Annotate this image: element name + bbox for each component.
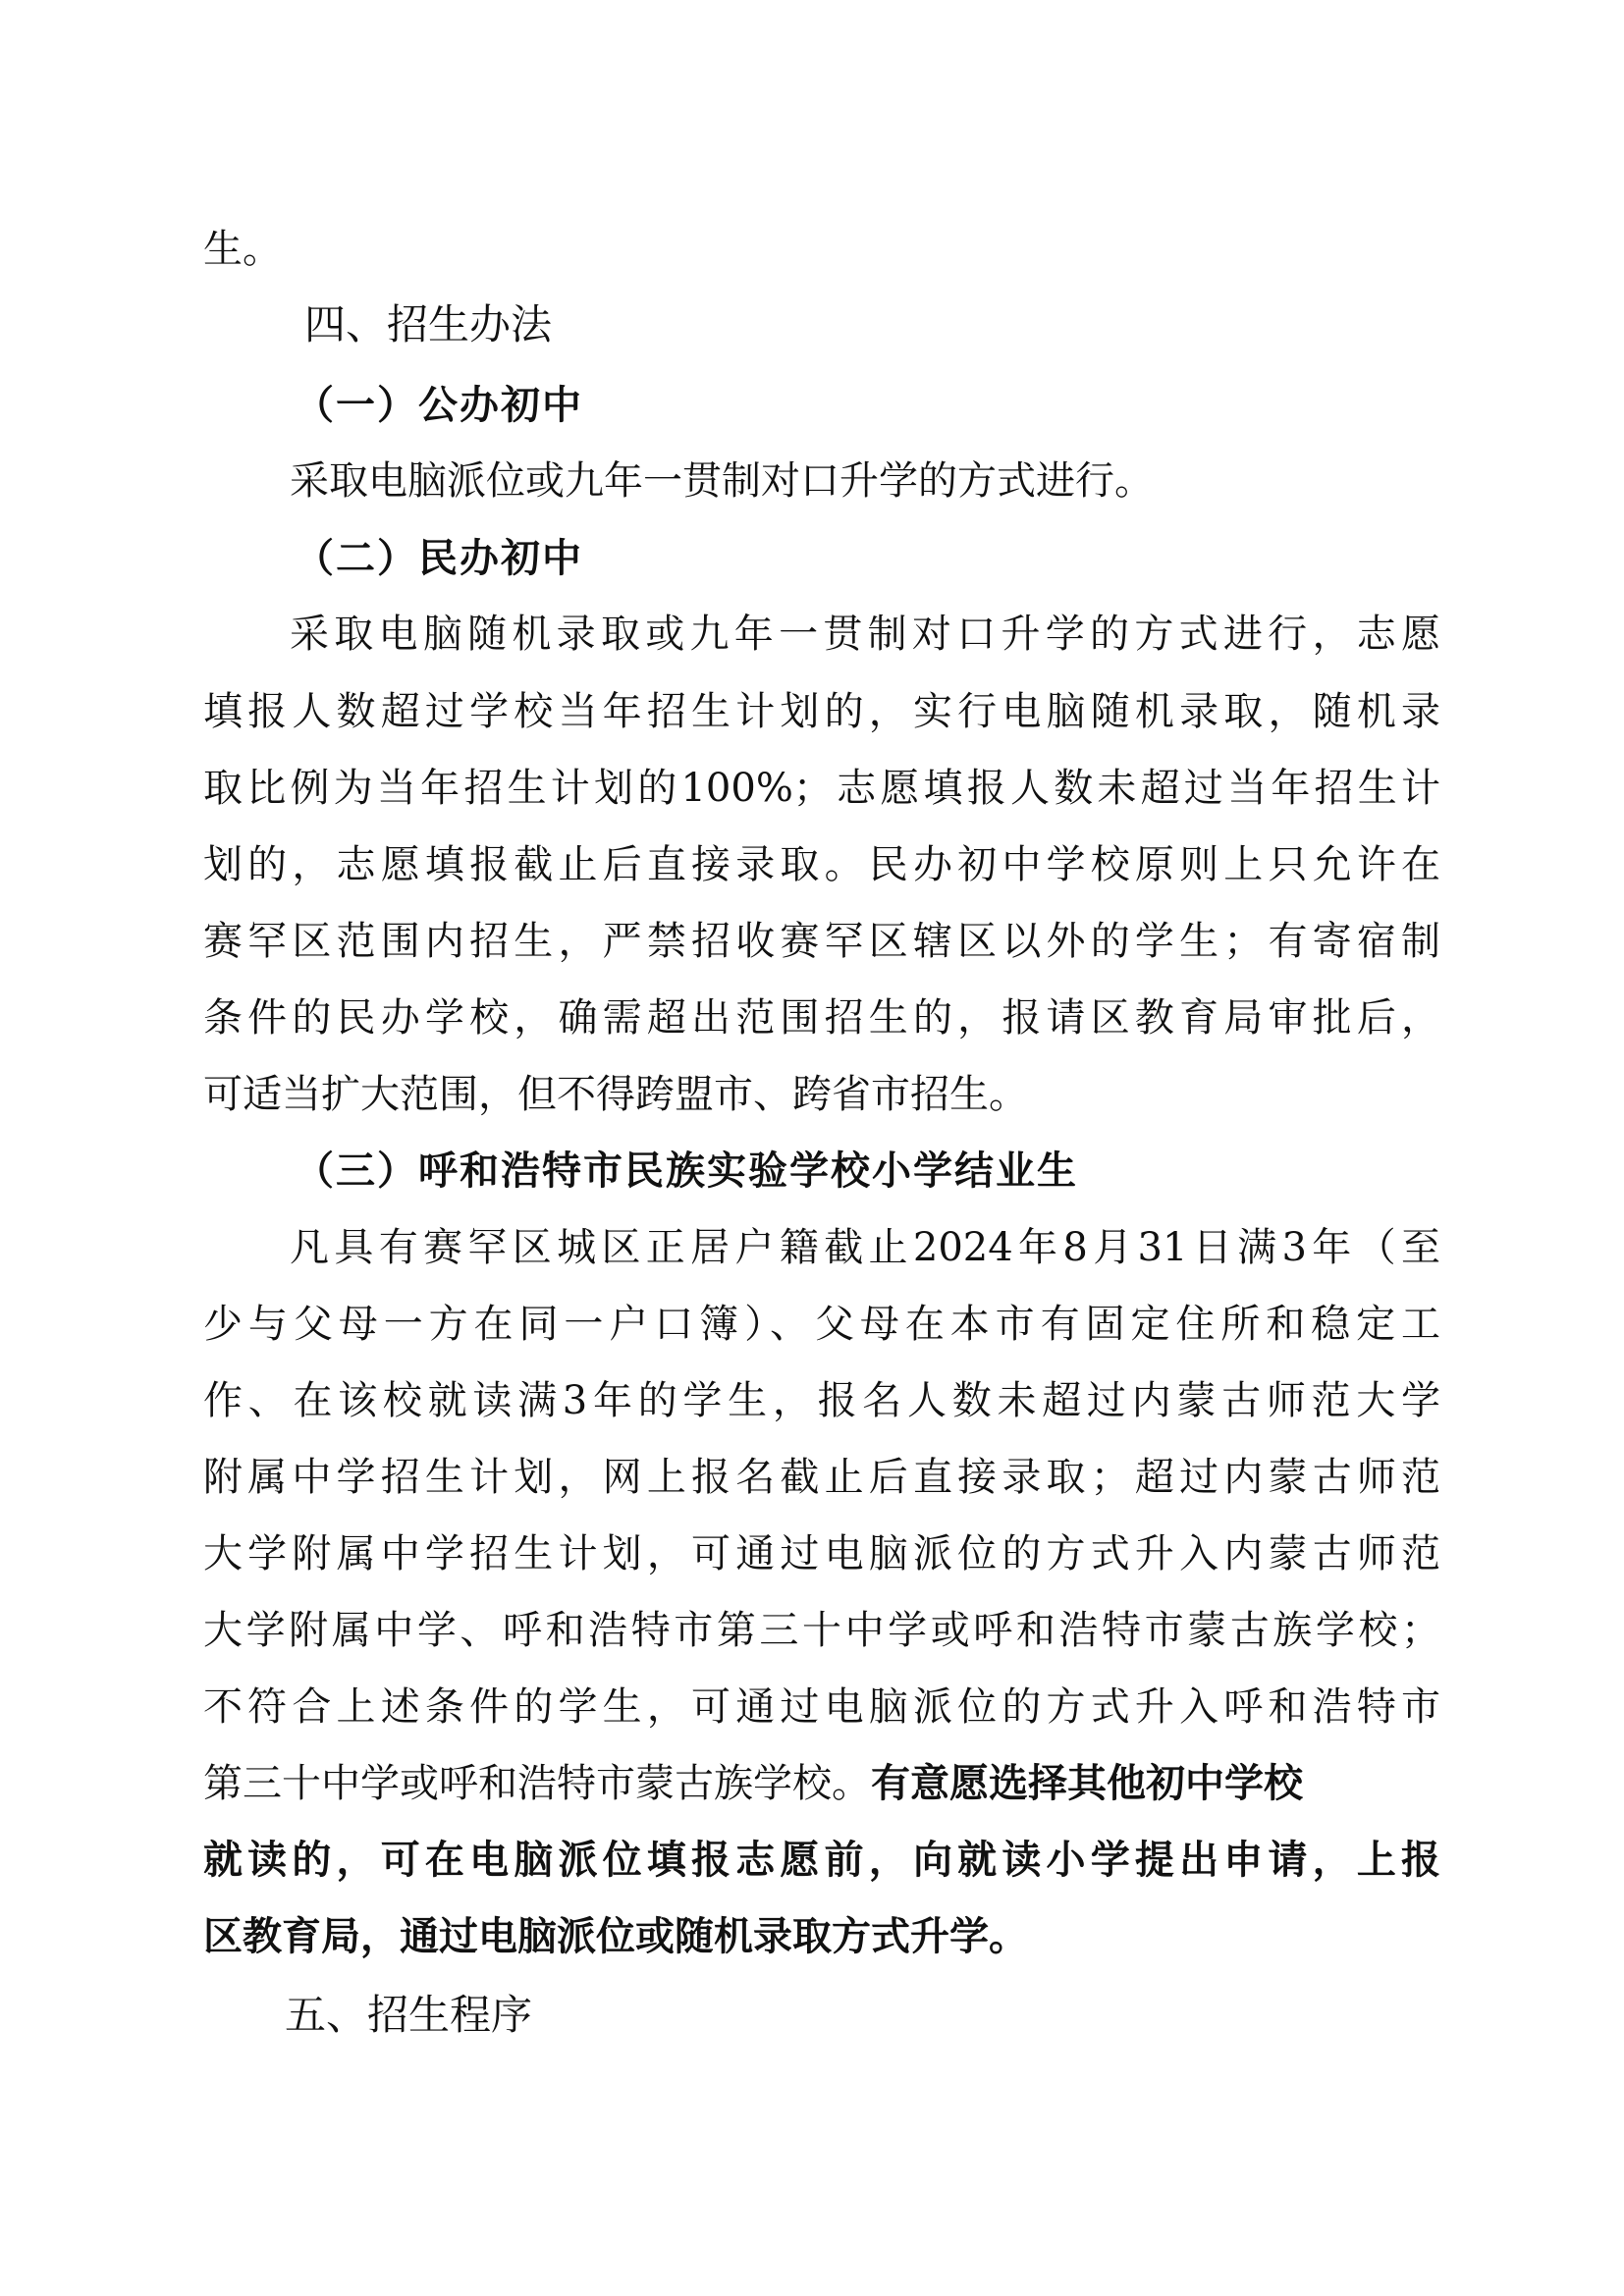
paragraph-line: 填报人数超过学校当年招生计划的，实行电脑随机录取，随机录 (203, 689, 1440, 734)
paragraph-line: 少与父母一方在同一户口簿）、父母在本市有固定住所和稳定工 (203, 1302, 1440, 1347)
paragraph-line: 可适当扩大范围，但不得跨盟市、跨省市招生。 (203, 1072, 1028, 1117)
emphasis-line: 就读的，可在电脑派位填报志愿前，向就读小学提出申请，上报 (203, 1837, 1440, 1883)
emphasis-text: 有意愿选择其他初中学校 (871, 1760, 1303, 1806)
section-heading: 五、招生程序 (285, 1991, 533, 2039)
paragraph-line: 条件的民办学校，确需超出范围招生的，报请区教育局审批后， (203, 995, 1440, 1041)
paragraph-line: 作、在该校就读满3年的学生，报名人数未超过内蒙古师范大学 (203, 1378, 1440, 1423)
paragraph-line: 大学附属中学招生计划，可通过电脑派位的方式升入内蒙古师范 (203, 1531, 1440, 1576)
section-heading: 四、招生办法 (304, 300, 553, 348)
paragraph-text: 第三十中学或呼和浩特市蒙古族学校。 (203, 1761, 871, 1806)
paragraph-line: 生。 (203, 227, 282, 272)
subsection-heading: （二）民办初中 (295, 535, 583, 581)
emphasis-line: 区教育局，通过电脑派位或随机录取方式升学。 (203, 1913, 1028, 1959)
paragraph-line: 划的，志愿填报截止后直接录取。民办初中学校原则上只允许在 (203, 842, 1440, 887)
paragraph-line: 采取电脑派位或九年一贯制对口升学的方式进行。 (290, 458, 1154, 504)
paragraph-line: 取比例为当年招生计划的100%；志愿填报人数未超过当年招生计 (203, 766, 1440, 811)
paragraph-line: 不符合上述条件的学生，可通过电脑派位的方式升入呼和浩特市 (203, 1684, 1440, 1730)
paragraph-line-mixed (203, 1756, 1440, 1811)
paragraph-line: 赛罕区范围内招生，严禁招收赛罕区辖区以外的学生；有寄宿制 (203, 919, 1440, 964)
subsection-heading: （一）公办初中 (295, 382, 583, 428)
paragraph-line: 凡具有赛罕区城区正居户籍截止2024年8月31日满3年（至 (290, 1225, 1440, 1270)
subsection-heading: （三）呼和浩特市民族实验学校小学结业生 (295, 1148, 1078, 1194)
paragraph-line: 采取电脑随机录取或九年一贯制对口升学的方式进行，志愿 (290, 612, 1440, 657)
paragraph-line: 大学附属中学、呼和浩特市第三十中学或呼和浩特市蒙古族学校； (203, 1608, 1440, 1653)
paragraph-line: 附属中学招生计划，网上报名截止后直接录取；超过内蒙古师范 (203, 1455, 1440, 1500)
